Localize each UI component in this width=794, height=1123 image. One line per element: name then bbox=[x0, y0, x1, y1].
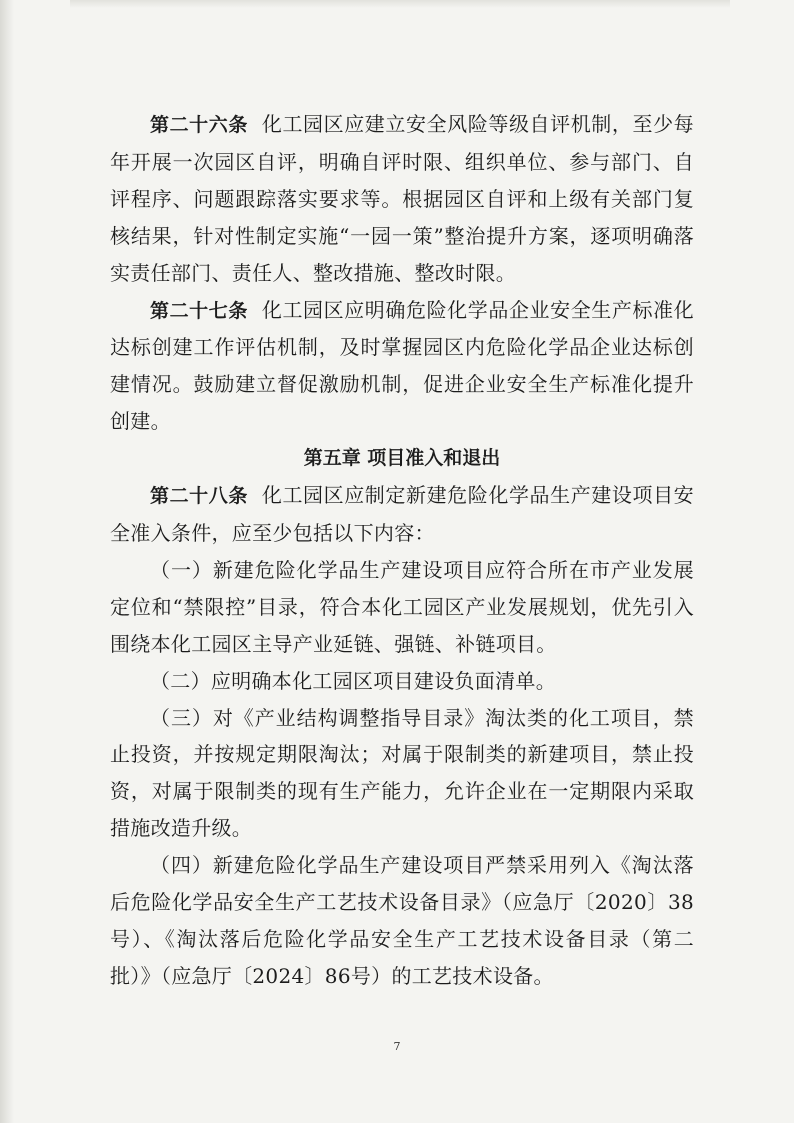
article-text: 化工园区应制定新建危险化学品生产建设项目安全准入条件，应至少包括以下内容： bbox=[110, 483, 694, 545]
clause-1: （一）新建危险化学品生产建设项目应符合所在市产业发展定位和“禁限控”目录，符合本化工园区产业发展规划，优先引入围绕本化工园区主导产业延链、强链、补链项目。 bbox=[110, 557, 694, 656]
clause-4: （四）新建危险化学品生产建设项目严禁采用列入《淘汰落后危险化学品安全生产工艺技术设备目录》（应急厅〔2020〕38号）、《淘汰落后危险化学品安全生产工艺技术设备目录（第二批）》（应急厅〔2024〕86号）的工艺技术设备。 bbox=[110, 853, 694, 988]
clause-2: （二）应明确本化工园区项目建设负面清单。 bbox=[150, 668, 556, 693]
chapter-heading: 第五章 项目准入和退出 bbox=[303, 447, 501, 470]
scan-shadow bbox=[70, 0, 730, 8]
article-label: 第二十六条 bbox=[150, 114, 248, 136]
article-label: 第二十七条 bbox=[150, 299, 248, 322]
page-number: 7 bbox=[393, 1040, 401, 1053]
article-27 bbox=[110, 292, 694, 441]
article-26 bbox=[110, 106, 694, 292]
clause-3: （三）对《产业结构调整指导目录》淘汰类的化工项目，禁止投资，并按规定期限淘汰；对属于限制类的新建项目，禁止投资，对属于限制类的现有生产能力，允许企业在一定期限内采取措施改造升级。 bbox=[110, 705, 694, 841]
article-28 bbox=[110, 477, 694, 552]
scan-edge bbox=[0, 0, 14, 1123]
document-body bbox=[110, 106, 694, 995]
article-text: 化工园区应明确危险化学品企业安全生产标准化达标创建工作评估机制，及时掌握园区内危险化学品企业达标创建情况。鼓励建立督促激励机制，促进企业安全生产标准化提升创建。 bbox=[110, 297, 694, 434]
article-label: 第二十八条 bbox=[150, 485, 248, 508]
article-text: 化工园区应建立安全风险等级自评机制，至少每年开展一次园区自评，明确自评时限、组织单位、参与部门、自评程序、问题跟踪落实要求等。根据园区自评和上级有关部门复核结果，针对性制定实施“一园一策”整治提升方案，逐项明确落实责任部门、责任人、整改措施、整改时限。 bbox=[110, 112, 694, 285]
